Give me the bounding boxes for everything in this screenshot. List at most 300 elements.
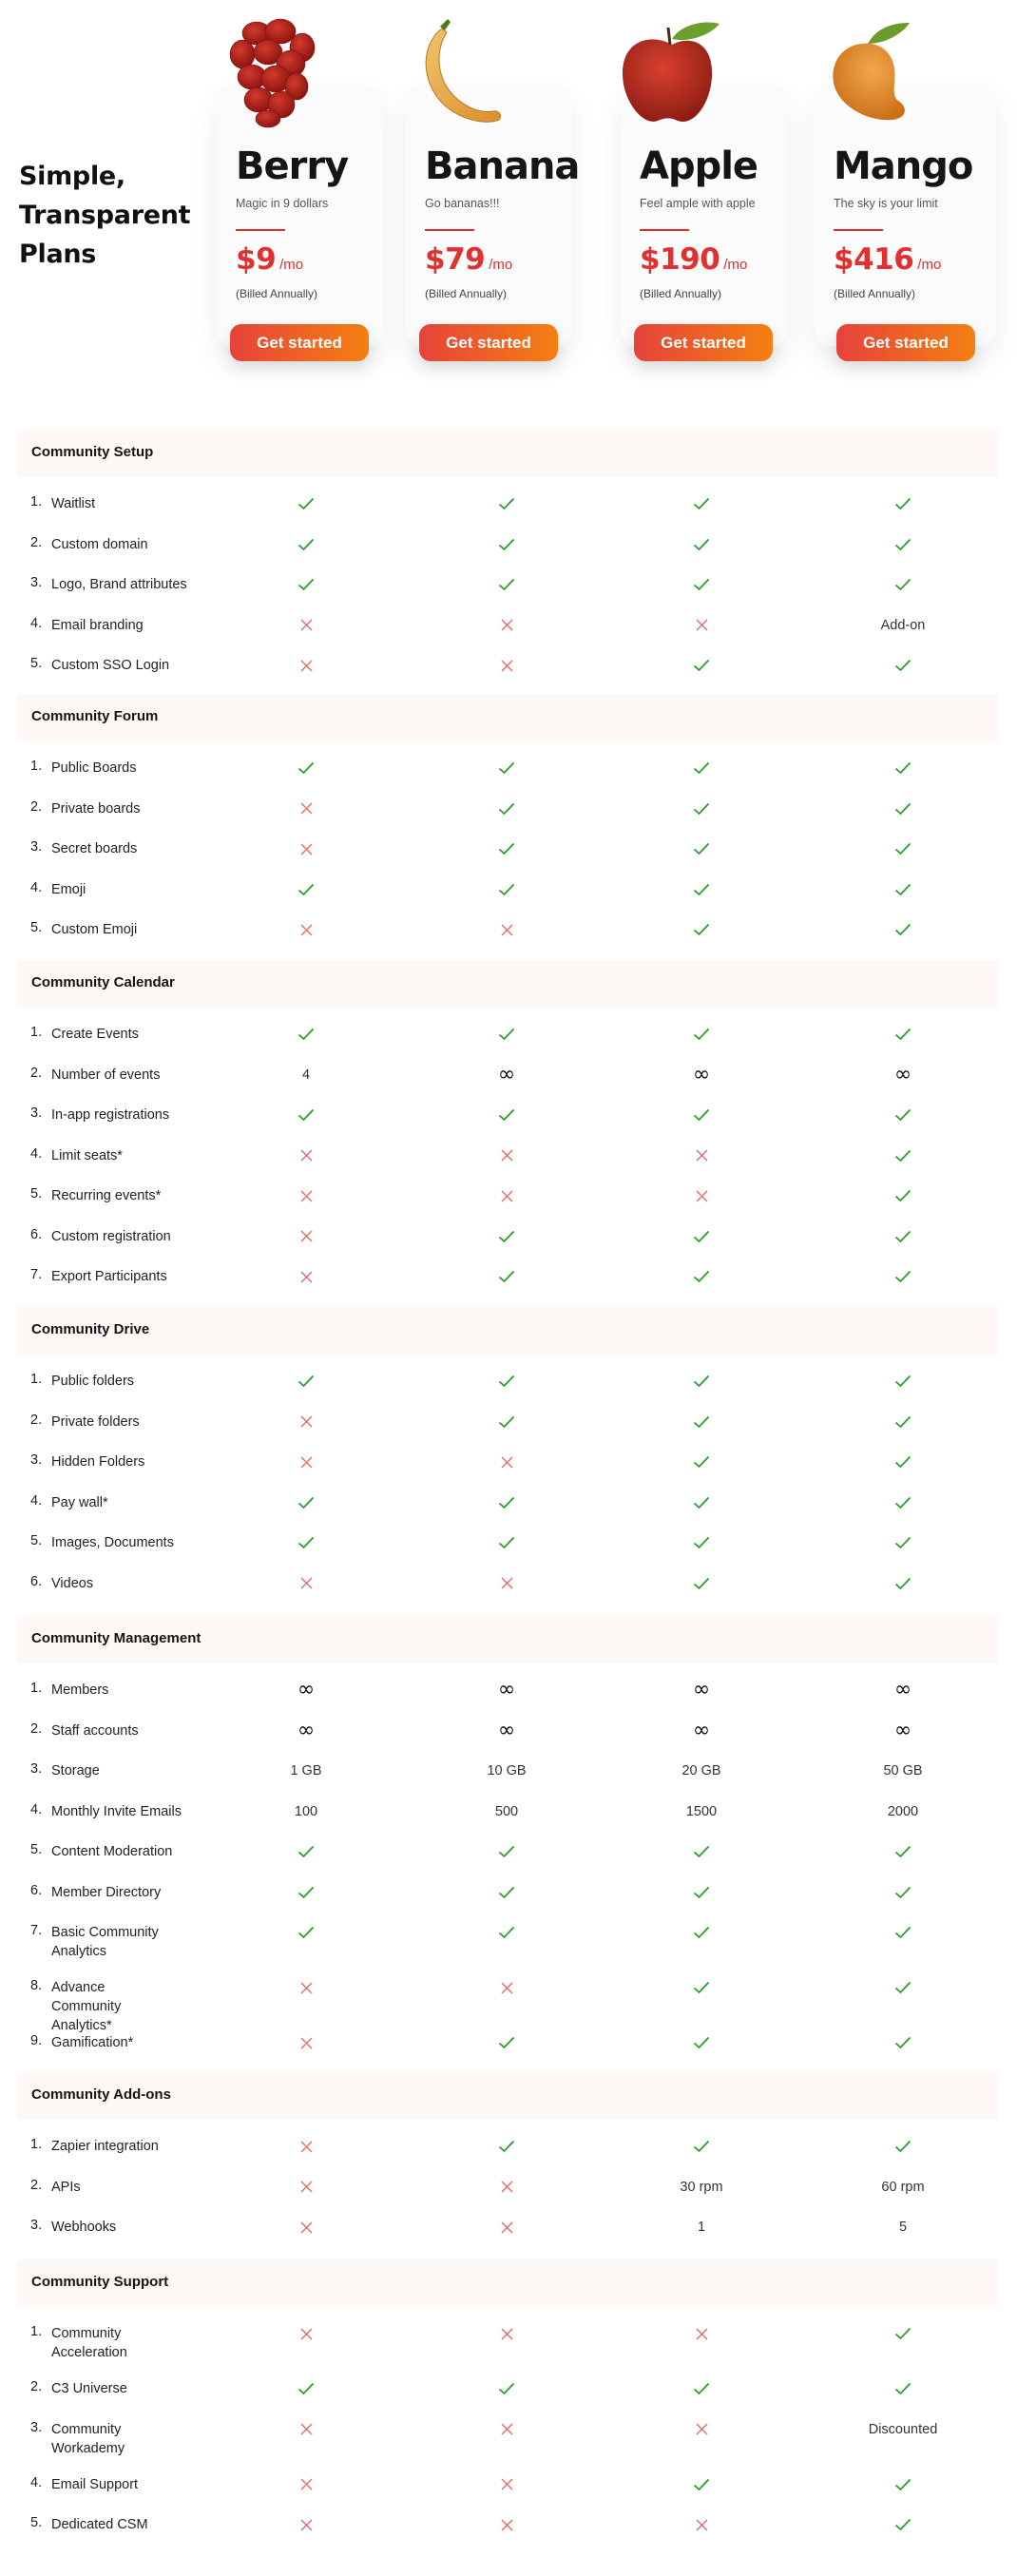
- feature-name: Public Boards: [51, 760, 137, 776]
- unlimited-value: ∞: [692, 1678, 711, 1701]
- check-icon: [644, 759, 758, 778]
- row-number: 1.: [30, 1372, 43, 1387]
- check-icon: [846, 1372, 960, 1391]
- cross-icon: [450, 1146, 564, 1165]
- check-icon: [644, 1227, 758, 1246]
- cell-value-mango: 5: [898, 2220, 908, 2235]
- check-icon: [644, 1842, 758, 1861]
- row-number: 6.: [30, 1573, 43, 1589]
- row-number: 5.: [30, 1842, 43, 1857]
- check-icon: [644, 880, 758, 899]
- check-icon: [644, 1452, 758, 1471]
- section-title: Community Drive: [31, 1321, 150, 1337]
- row-number: 5.: [30, 1533, 43, 1548]
- plan-tagline: The sky is your limit: [834, 197, 938, 210]
- check-icon: [249, 1923, 363, 1942]
- section-title: Community Calendar: [31, 974, 175, 990]
- feature-name: Members: [51, 1682, 109, 1698]
- table-row: [0, 1177, 1017, 1218]
- check-icon: [644, 1025, 758, 1044]
- feature-name: Export Participants: [51, 1269, 167, 1284]
- feature-name: Community Workademy: [51, 2421, 125, 2456]
- table-row: [0, 1137, 1017, 1178]
- feature-name: Dedicated CSM: [51, 2517, 148, 2532]
- plan-name: Apple: [640, 144, 758, 188]
- price-period: /mo: [917, 257, 942, 273]
- cross-icon: [249, 1452, 363, 1471]
- check-icon: [249, 1842, 363, 1861]
- cross-icon: [249, 2515, 363, 2534]
- plan-card-banana: [406, 86, 580, 352]
- title-line: Simple,: [19, 162, 125, 191]
- check-icon: [249, 1105, 363, 1125]
- cross-icon: [450, 920, 564, 939]
- cross-icon: [644, 2515, 758, 2534]
- row-number: 3.: [30, 2218, 43, 2233]
- plan-name: Banana: [425, 144, 580, 188]
- check-icon: [846, 1452, 960, 1471]
- table-row: [0, 646, 1017, 687]
- cross-icon: [249, 839, 363, 858]
- table-row: [0, 1403, 1017, 1444]
- check-icon: [846, 1105, 960, 1125]
- row-number: 4.: [30, 1145, 43, 1162]
- check-icon: [846, 494, 960, 513]
- check-icon: [450, 535, 564, 554]
- feature-name: Images, Documents: [51, 1535, 174, 1550]
- table-row: [0, 1752, 1017, 1793]
- check-icon: [450, 1372, 564, 1391]
- row-number: 7.: [30, 1267, 43, 1282]
- table-row: [0, 911, 1017, 952]
- plan-name: Mango: [834, 144, 973, 188]
- check-icon: [249, 575, 363, 594]
- cell-value-apple: 30 rpm: [680, 2179, 723, 2195]
- table-row: [0, 2024, 1017, 2065]
- feature-name: Waitlist: [51, 496, 96, 511]
- table-row: [0, 2127, 1017, 2168]
- table-row: [0, 2315, 1017, 2370]
- check-icon: [846, 759, 960, 778]
- check-icon: [644, 1372, 758, 1391]
- section-header: [17, 2259, 998, 2307]
- check-icon: [450, 2379, 564, 2398]
- infinity-icon: [846, 1062, 960, 1086]
- check-icon: [450, 1413, 564, 1432]
- table-row: [0, 2466, 1017, 2507]
- cell-value-apple: 1500: [685, 1803, 718, 1819]
- check-icon: [644, 1267, 758, 1286]
- feature-name: Recurring events*: [51, 1188, 162, 1203]
- cell-value-mango: 60 rpm: [881, 2179, 925, 2195]
- feature-name: Monthly Invite Emails: [51, 1803, 182, 1819]
- table-row: [0, 1096, 1017, 1137]
- table-row: [0, 2168, 1017, 2209]
- table-row: [0, 485, 1017, 526]
- cross-icon: [450, 2515, 564, 2534]
- cell-value-mango: Discounted: [868, 2421, 938, 2437]
- cross-icon: [249, 616, 363, 635]
- feature-name: Create Events: [51, 1027, 139, 1042]
- cell-value-berry: 1 GB: [290, 1763, 322, 1778]
- unlimited-value: ∞: [497, 1678, 516, 1701]
- cross-icon: [249, 1146, 363, 1165]
- infinity-icon: [846, 1718, 960, 1742]
- feature-name: Staff accounts: [51, 1722, 139, 1739]
- check-icon: [644, 1574, 758, 1593]
- check-icon: [450, 880, 564, 899]
- feature-name: Private folders: [51, 1413, 140, 1430]
- check-icon: [846, 535, 960, 554]
- cross-icon: [450, 2218, 564, 2237]
- check-icon: [846, 2137, 960, 2156]
- cross-icon: [249, 2324, 363, 2343]
- unlimited-value: ∞: [893, 1678, 912, 1701]
- cross-icon: [450, 1452, 564, 1471]
- plan-tagline: Magic in 9 dollars: [236, 197, 329, 210]
- section-header: [17, 2072, 998, 2120]
- cross-icon: [249, 2420, 363, 2439]
- check-icon: [249, 1372, 363, 1391]
- check-icon: [450, 2033, 564, 2052]
- feature-name: Custom domain: [51, 536, 148, 552]
- table-row: [0, 871, 1017, 912]
- feature-name: Limit seats*: [51, 1147, 123, 1163]
- check-icon: [249, 759, 363, 778]
- feature-name: Custom SSO Login: [51, 658, 170, 673]
- cross-icon: [644, 1186, 758, 1205]
- row-number: 1.: [30, 1025, 43, 1040]
- get-started-button-mango[interactable]: Get started: [836, 324, 975, 361]
- check-icon: [846, 799, 960, 818]
- table-row: [0, 1524, 1017, 1565]
- cross-icon: [249, 1574, 363, 1593]
- check-icon: [644, 2137, 758, 2156]
- section-title: Community Management: [31, 1630, 201, 1646]
- check-icon: [846, 1146, 960, 1165]
- section-header: [17, 430, 998, 477]
- get-started-button-banana[interactable]: Get started: [419, 324, 558, 361]
- check-icon: [644, 494, 758, 513]
- check-icon: [450, 494, 564, 513]
- table-row: [0, 1833, 1017, 1874]
- check-icon: [846, 1883, 960, 1902]
- cross-icon: [249, 1267, 363, 1286]
- check-icon: [450, 1883, 564, 1902]
- cell-value-berry: 4: [301, 1067, 311, 1083]
- check-icon: [846, 1227, 960, 1246]
- price-amount: $9: [236, 242, 277, 277]
- section-title: Community Add-ons: [31, 2086, 171, 2103]
- divider: [236, 229, 285, 231]
- row-number: 3.: [30, 1761, 43, 1777]
- row-number: 2.: [30, 534, 43, 550]
- row-number: 3.: [30, 1452, 43, 1468]
- unlimited-value: ∞: [893, 1718, 912, 1742]
- check-icon: [644, 799, 758, 818]
- get-started-button-apple[interactable]: Get started: [634, 324, 773, 361]
- row-number: 3.: [30, 2419, 43, 2435]
- feature-name: Email Support: [51, 2476, 139, 2492]
- check-icon: [846, 1842, 960, 1861]
- plan-card-berry: [217, 86, 383, 352]
- cell-value-mango: 50 GB: [883, 1763, 923, 1778]
- plan-price: [425, 242, 512, 277]
- plan-card-apple: [621, 86, 787, 352]
- check-icon: [644, 535, 758, 554]
- cross-icon: [644, 2420, 758, 2439]
- check-icon: [644, 839, 758, 858]
- check-icon: [249, 1025, 363, 1044]
- table-row: [0, 1258, 1017, 1298]
- section-header: [17, 960, 998, 1008]
- table-row: [0, 2370, 1017, 2411]
- table-row: [0, 1218, 1017, 1259]
- billing-note: (Billed Annually): [834, 287, 916, 300]
- check-icon: [846, 1413, 960, 1432]
- table-row: [0, 749, 1017, 790]
- cross-icon: [249, 2475, 363, 2494]
- check-icon: [450, 1842, 564, 1861]
- cross-icon: [450, 2324, 564, 2343]
- check-icon: [450, 1923, 564, 1942]
- feature-name: Public folders: [51, 1374, 135, 1389]
- berry-icon: [219, 14, 323, 128]
- row-number: 9.: [30, 2033, 43, 2048]
- check-icon: [249, 880, 363, 899]
- unlimited-value: ∞: [297, 1718, 316, 1742]
- feature-name: Email branding: [51, 617, 144, 633]
- check-icon: [644, 2475, 758, 2494]
- divider: [834, 229, 883, 231]
- row-number: 4.: [30, 2474, 43, 2490]
- pricing-hero: [0, 0, 1017, 409]
- check-icon: [846, 839, 960, 858]
- cross-icon: [450, 2178, 564, 2197]
- feature-name: Zapier integration: [51, 2139, 159, 2154]
- infinity-icon: [450, 1678, 564, 1701]
- cross-icon: [450, 2420, 564, 2439]
- price-amount: $416: [834, 242, 914, 277]
- price-period: /mo: [723, 257, 748, 273]
- cross-icon: [249, 2137, 363, 2156]
- table-row: [0, 830, 1017, 871]
- check-icon: [644, 920, 758, 939]
- check-icon: [846, 2515, 960, 2534]
- check-icon: [450, 1267, 564, 1286]
- price-amount: $190: [640, 242, 720, 277]
- price-amount: $79: [425, 242, 486, 277]
- check-icon: [846, 880, 960, 899]
- plan-price: [640, 242, 747, 277]
- cross-icon: [249, 656, 363, 675]
- cross-icon: [249, 2218, 363, 2237]
- feature-name: Custom registration: [51, 1228, 171, 1244]
- unlimited-value: ∞: [297, 1678, 316, 1701]
- check-icon: [249, 1883, 363, 1902]
- feature-name: Webhooks: [51, 2220, 117, 2235]
- unlimited-value: ∞: [497, 1718, 516, 1742]
- divider: [425, 229, 474, 231]
- row-number: 6.: [30, 1226, 43, 1242]
- feature-name: Storage: [51, 1763, 100, 1778]
- check-icon: [450, 839, 564, 858]
- table-row: [0, 1793, 1017, 1834]
- infinity-icon: [644, 1718, 758, 1742]
- check-icon: [644, 2033, 758, 2052]
- infinity-icon: [450, 1062, 564, 1086]
- feature-name: Secret boards: [51, 841, 138, 856]
- table-row: [0, 566, 1017, 606]
- check-icon: [644, 656, 758, 675]
- check-icon: [249, 2379, 363, 2398]
- cross-icon: [249, 1978, 363, 1997]
- feature-name: Emoji: [51, 881, 86, 897]
- cross-icon: [249, 1227, 363, 1246]
- row-number: 7.: [30, 1923, 43, 1938]
- table-row: [0, 1362, 1017, 1403]
- feature-name: Logo, Brand attributes: [51, 577, 187, 592]
- plan-tagline: Go bananas!!!: [425, 197, 500, 210]
- check-icon: [644, 1105, 758, 1125]
- plan-price: [236, 242, 303, 277]
- row-number: 1.: [30, 1681, 43, 1696]
- table-row: [0, 1056, 1017, 1097]
- billing-note: (Billed Annually): [640, 287, 722, 300]
- plan-card-mango: [815, 86, 996, 352]
- table-row: [0, 1913, 1017, 1969]
- row-number: 8.: [30, 1978, 43, 1993]
- check-icon: [846, 2324, 960, 2343]
- check-icon: [846, 1533, 960, 1552]
- table-row: [0, 526, 1017, 567]
- banana-icon: [412, 15, 507, 129]
- row-number: 1.: [30, 2324, 43, 2339]
- unlimited-value: ∞: [893, 1062, 912, 1086]
- divider: [640, 229, 689, 231]
- row-number: 2.: [30, 1721, 43, 1737]
- cross-icon: [450, 2475, 564, 2494]
- row-number: 2.: [30, 2379, 43, 2394]
- cross-icon: [249, 920, 363, 939]
- cell-value-apple: 1: [697, 2220, 706, 2235]
- table-row: [0, 2411, 1017, 2466]
- get-started-button-berry[interactable]: Get started: [230, 324, 369, 361]
- title-line: Plans: [19, 240, 97, 269]
- check-icon: [644, 1533, 758, 1552]
- check-icon: [846, 1923, 960, 1942]
- cell-value-apple: 20 GB: [681, 1763, 721, 1778]
- check-icon: [450, 1533, 564, 1552]
- section-title: Community Forum: [31, 708, 159, 724]
- feature-name: Community Acceleration: [51, 2326, 127, 2360]
- page-title: [19, 157, 209, 274]
- cell-value-berry: 100: [294, 1803, 318, 1819]
- table-row: [0, 1484, 1017, 1525]
- table-row: [0, 1015, 1017, 1056]
- row-number: 1.: [30, 759, 43, 774]
- check-icon: [644, 1493, 758, 1512]
- check-icon: [644, 1413, 758, 1432]
- row-number: 4.: [30, 879, 43, 895]
- feature-name: Advance Community Analytics*: [51, 1980, 122, 2033]
- table-row: [0, 790, 1017, 831]
- check-icon: [249, 1533, 363, 1552]
- table-row: [0, 2208, 1017, 2249]
- cell-value-mango: 2000: [887, 1803, 919, 1819]
- check-icon: [846, 1267, 960, 1286]
- cross-icon: [644, 616, 758, 635]
- cross-icon: [644, 1146, 758, 1165]
- feature-name: C3 Universe: [51, 2381, 127, 2396]
- row-number: 2.: [30, 1065, 43, 1081]
- price-period: /mo: [489, 257, 513, 273]
- cross-icon: [450, 1574, 564, 1593]
- unlimited-value: ∞: [692, 1718, 711, 1742]
- section-title: Community Support: [31, 2274, 169, 2290]
- feature-name: Member Directory: [51, 1884, 162, 1900]
- infinity-icon: [450, 1718, 564, 1742]
- check-icon: [644, 2379, 758, 2398]
- unlimited-value: ∞: [692, 1062, 711, 1086]
- row-number: 5.: [30, 2515, 43, 2530]
- table-row: [0, 1443, 1017, 1484]
- feature-name: Custom Emoji: [51, 922, 138, 937]
- table-row: [0, 1969, 1017, 2033]
- check-icon: [450, 575, 564, 594]
- check-icon: [450, 759, 564, 778]
- mango-icon: [824, 15, 919, 129]
- check-icon: [249, 1493, 363, 1512]
- check-icon: [450, 1105, 564, 1125]
- title-line: Transparent: [19, 201, 191, 230]
- section-header: [17, 694, 998, 741]
- feature-name: Videos: [51, 1575, 94, 1591]
- check-icon: [846, 1493, 960, 1512]
- check-icon: [450, 799, 564, 818]
- check-icon: [450, 1493, 564, 1512]
- cross-icon: [249, 2178, 363, 2197]
- check-icon: [846, 1186, 960, 1205]
- table-row: [0, 606, 1017, 647]
- unlimited-value: ∞: [497, 1062, 516, 1086]
- row-number: 3.: [30, 839, 43, 855]
- check-icon: [846, 2475, 960, 2494]
- apple-icon: [615, 14, 729, 128]
- cross-icon: [249, 1413, 363, 1432]
- table-row: [0, 1712, 1017, 1753]
- feature-name: Content Moderation: [51, 1844, 173, 1859]
- cross-icon: [249, 2033, 363, 2052]
- row-number: 1.: [30, 494, 43, 509]
- table-row: [0, 2506, 1017, 2547]
- feature-name: In-app registrations: [51, 1107, 170, 1123]
- feature-name: Hidden Folders: [51, 1454, 145, 1470]
- section-header: [17, 1616, 998, 1663]
- row-number: 4.: [30, 615, 43, 631]
- infinity-icon: [846, 1678, 960, 1701]
- check-icon: [846, 2033, 960, 2052]
- cross-icon: [450, 616, 564, 635]
- check-icon: [644, 1978, 758, 1997]
- row-number: 4.: [30, 1492, 43, 1509]
- row-number: 4.: [30, 1801, 43, 1817]
- check-icon: [846, 1025, 960, 1044]
- check-icon: [450, 2137, 564, 2156]
- check-icon: [644, 575, 758, 594]
- row-number: 5.: [30, 1186, 43, 1201]
- feature-name: Basic Community Analytics: [51, 1925, 159, 1959]
